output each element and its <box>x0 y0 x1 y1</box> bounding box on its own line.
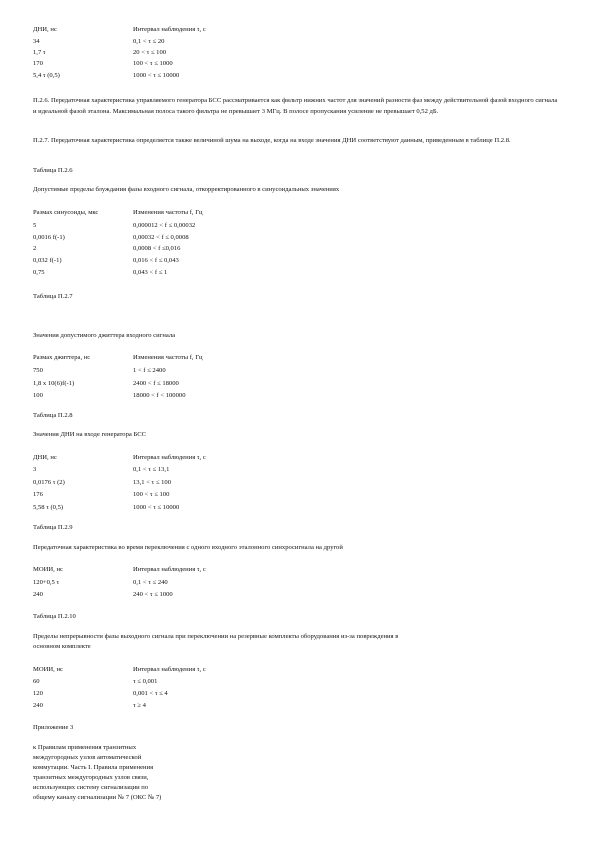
appendix-line: использующих систему сигнализации по <box>33 784 149 791</box>
table-cell: 0,043 < f ≤ 1 <box>133 269 168 276</box>
table-header-cell: Интервал наблюдения τ, с <box>133 26 206 33</box>
table-cell: 5 <box>33 222 37 229</box>
table-cell: 0,1 < τ ≤ 20 <box>133 38 165 45</box>
table-cell: 1,7 τ <box>33 49 46 56</box>
table-caption: Таблица П.2.7 <box>33 293 73 300</box>
table-cell: 240 <box>33 591 43 598</box>
table-cell: 3 <box>33 466 37 473</box>
table-header-cell: Изменения частоты f, Гц <box>133 209 203 216</box>
table-cell: 13,1 < τ ≤ 100 <box>133 479 172 486</box>
table-caption: Таблица П.2.9 <box>33 524 73 531</box>
table-cell: 170 <box>33 60 43 67</box>
table-cell: 18000 < f < 100000 <box>133 392 186 399</box>
table-cell: 1000 < τ ≤ 10000 <box>133 504 180 511</box>
table-cell: 0,032 f(-1) <box>33 257 62 264</box>
table-title: Допустимые пределы блуждания фазы входного сигнала, откорректированного в синусоидальных значениях <box>33 186 340 193</box>
appendix-title: Приложение 3 <box>33 724 74 731</box>
table-cell: 34 <box>33 38 40 45</box>
table-cell: τ ≤ 0,001 <box>133 678 158 685</box>
table-header-cell: Интервал наблюдения τ, с <box>133 454 206 461</box>
table-cell: 2 <box>33 245 37 252</box>
table-caption: Таблица П.2.8 <box>33 412 73 419</box>
table-cell: 5,58 τ (0,5) <box>33 504 64 511</box>
table-cell: 100 <box>33 392 43 399</box>
table-title: Передаточная характеристика во время переключения с одного входного эталонного синхросигнала на другой <box>33 544 343 551</box>
table-cell: 0,75 <box>33 269 45 276</box>
table-cell: 120+0,5 τ <box>33 579 60 586</box>
table-cell: 5,4 τ (0,5) <box>33 72 60 79</box>
table-cell: 100 < τ ≤ 100 <box>133 491 170 498</box>
table-title: Значения допустимого джиттера входного сигнала <box>33 332 176 339</box>
table-cell: 0,1 < τ ≤ 13,1 <box>133 466 170 473</box>
appendix-line: коммутации. Часть I. Правила применения <box>33 764 154 771</box>
table-cell: 176 <box>33 491 43 498</box>
appendix-line: междугородных узлов автоматической <box>33 754 142 761</box>
table-cell: 0,001 < τ ≤ 4 <box>133 690 168 697</box>
table-title: основном комплекте <box>33 643 91 650</box>
table-cell: 240 <box>33 702 43 709</box>
table-header-cell: ДНИ, нс <box>33 26 57 33</box>
table-header-cell: Размах синусоиды, мкс <box>33 209 99 216</box>
table-title: Пределы непрерывности фазы выходного сигнала при переключении на резервные комплекты оборудования из-за повреждения в <box>33 633 399 640</box>
table-cell: 2400 < f ≤ 18000 <box>133 380 179 387</box>
table-cell: 0,016 < f ≤ 0,043 <box>133 257 179 264</box>
table-cell: 0,1 < τ ≤ 240 <box>133 579 168 586</box>
table-header-cell: МОИИ, нс <box>33 566 63 573</box>
table-header-cell: Изменения частоты f, Гц <box>133 354 203 361</box>
table-header-cell: ДНИ, нс <box>33 454 57 461</box>
table-caption: Таблица П.2.6 <box>33 167 73 174</box>
table-header-cell: Интервал наблюдения τ, с <box>133 566 206 573</box>
appendix-line: к Правилам применения транзитных <box>33 744 137 751</box>
table-cell: 0,0176 τ (2) <box>33 479 65 486</box>
table-cell: 0,000012 < f ≤ 0,00032 <box>133 222 196 229</box>
table-cell: 0,0016 f(-1) <box>33 234 65 241</box>
table-header-cell: Размах джиттера, нс <box>33 354 91 361</box>
table-cell: 20 < τ ≤ 100 <box>133 49 167 56</box>
table-cell: 0,00032 < f ≤ 0,0008 <box>133 234 189 241</box>
table-title: Значения ДНИ на входе генератора БСС <box>33 431 146 438</box>
table-caption: Таблица П.2.10 <box>33 613 76 620</box>
table-header-cell: МОИИ, нс <box>33 666 63 673</box>
table-cell: τ ≥ 4 <box>133 702 146 709</box>
table-cell: 60 <box>33 678 40 685</box>
table-cell: 0,0008 < f ≤0,016 <box>133 245 181 252</box>
appendix-line: транзитных междугородных узлов связи, <box>33 774 149 781</box>
table-cell: 750 <box>33 367 43 374</box>
table-cell: 240 < τ ≤ 1000 <box>133 591 173 598</box>
paragraph-2-7: П.2.7. Передаточная характеристика определяется также величиной шума на выходе, когда на входе значения ДНИ соответствуют данным, приведенным в таблице П.2.8. <box>33 137 511 144</box>
table-cell: 1,8 x 10(6)f(-1) <box>33 380 75 387</box>
paragraph-2-6: П.2.6. Передаточная характеристика управляемого генератора БСС рассматривается как фильтр нижних частот для значений разности фаз между действительной фазой входного сигнала и идеальной фазой эталона. Максимальная полоса такого фильтра не превышает 3 МГц. В полосе пропускания усиление не превышает 0,52 дБ. <box>33 97 558 115</box>
table-cell: 1 < f ≤ 2400 <box>133 367 166 374</box>
table-header-cell: Интервал наблюдения τ, с <box>133 666 206 673</box>
appendix-line: общему каналу сигнализации № 7 (ОКС № 7) <box>33 794 162 801</box>
table-cell: 1000 < τ ≤ 10000 <box>133 72 180 79</box>
table-cell: 100 < τ ≤ 1000 <box>133 60 173 67</box>
table-cell: 120 <box>33 690 43 697</box>
